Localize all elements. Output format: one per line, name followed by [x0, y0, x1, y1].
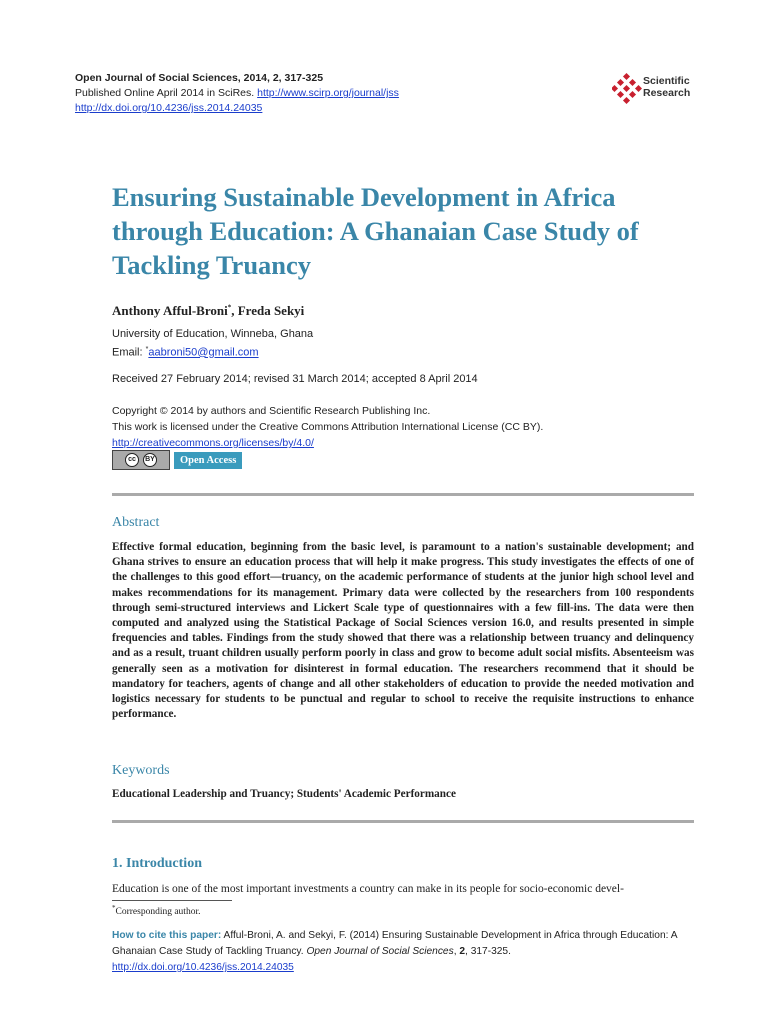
introduction-text: Education is one of the most important investments a country can make in its people for socio-economic devel- [112, 883, 624, 895]
email-mark: * [145, 346, 149, 353]
scientific-research-logo [612, 72, 702, 106]
doi-line [75, 101, 695, 116]
citation-volume: 2 [459, 946, 466, 957]
email-line [112, 342, 313, 361]
journal-line: Open Journal of Social Sciences, 2014, 2, 317-325 [75, 72, 324, 84]
introduction-heading: 1. Introduction [112, 856, 202, 871]
published-prefix: Published Online April 2014 in SciRes. [75, 87, 255, 99]
footnote-mark: * [112, 904, 116, 912]
journal-url-link[interactable]: http://www.scirp.org/journal/jss [257, 87, 399, 99]
divider-top [112, 493, 694, 496]
journal-header [75, 71, 695, 116]
cc-icon: cc [125, 453, 139, 467]
abstract-heading: Abstract [112, 515, 160, 530]
footnote-text: Corresponding author. [115, 907, 201, 918]
institution: University of Education, Winneba, Ghana [112, 328, 314, 340]
received-dates: Received 27 February 2014; revised 31 March 2014; accepted 8 April 2014 [112, 373, 478, 385]
logo-line2: Research [643, 87, 691, 99]
authors [112, 303, 304, 319]
citation-journal: Open Journal of Social Sciences [306, 946, 454, 957]
citation-doi-link[interactable]: http://dx.doi.org/10.4236/jss.2014.24035 [112, 962, 294, 973]
logo-line1: Scientific [643, 75, 690, 87]
license-line: This work is licensed under the Creative Commons Attribution International License (CC BY). [112, 421, 544, 433]
copyright-block [112, 403, 702, 451]
email-label: Email: [112, 346, 143, 359]
keywords-text: Educational Leadership and Truancy; Students' Academic Performance [112, 788, 456, 800]
license-link[interactable]: http://creativecommons.org/licenses/by/4.0/ [112, 437, 314, 449]
by-icon: BY [143, 453, 157, 467]
logo-diamond-icon [612, 72, 642, 106]
doi-link[interactable]: http://dx.doi.org/10.4236/jss.2014.24035 [75, 102, 263, 114]
cc-by-badge[interactable] [112, 450, 170, 470]
logo-text [643, 75, 690, 99]
keywords-heading: Keywords [112, 763, 170, 778]
affiliation [112, 326, 313, 361]
published-line [75, 86, 695, 101]
copyright-line: Copyright © 2014 by authors and Scientific Research Publishing Inc. [112, 405, 431, 417]
citation-pages: , 317-325. [465, 946, 511, 957]
citation-volume-sep: , [453, 946, 460, 957]
other-authors: , Freda Sekyi [231, 303, 305, 318]
email-link[interactable]: aabroni50@gmail.com [148, 346, 259, 359]
citation-label: How to cite this paper: [112, 930, 222, 941]
first-author: Anthony Afful-Broni [112, 303, 228, 318]
corresponding-mark: * [227, 303, 232, 312]
open-access-badge: Open Access [174, 452, 242, 469]
license-badges [112, 450, 242, 470]
citation-text: Afful-Broni, A. and Sekyi, F. (2014) Ensuring Sustainable Development in Africa through Education: A Ghanaian Case Study of Tackling Truancy. [112, 930, 677, 957]
paper-title: Ensuring Sustainable Development in Africa through Education: A Ghanaian Case Study of Tackling Truancy [112, 182, 639, 280]
footnote-rule [112, 900, 232, 901]
divider-bottom [112, 820, 694, 823]
footnote [112, 904, 200, 917]
citation-block [112, 928, 702, 976]
abstract-text: Effective formal education, beginning from the basic level, is paramount to a nation's sustainable development; and Ghana strives to ensure an education process that will help it make progress. This study investigates the effects of one of the challenges to this good effort—truancy, on the academic performance of students at the junior high school level and makes recommendations for its management. Primary data were collected by the researchers from 100 respondents through semi-structured interviews and Lickert Scale type of questionnaires with a few fill-ins. The data were then computed and analyzed using the Statistical Package of Social Sciences version 16.0, and results presented in simple frequencies and tables. Findings from the study showed that there was a relationship between truancy and delinquency and as a result, truant children usually perform poorly in class and grow to become adult social misfits. Absenteeism was generally seen as a motivation for disinterest in formal education. The researchers recommend that it should be mandatory for teachers, agents of change and all other stakeholders of education to provide the needed motivation and logistics necessary for students to be punctual and regular to school to receive the requisite instructions to enhance performance. [112, 541, 694, 721]
